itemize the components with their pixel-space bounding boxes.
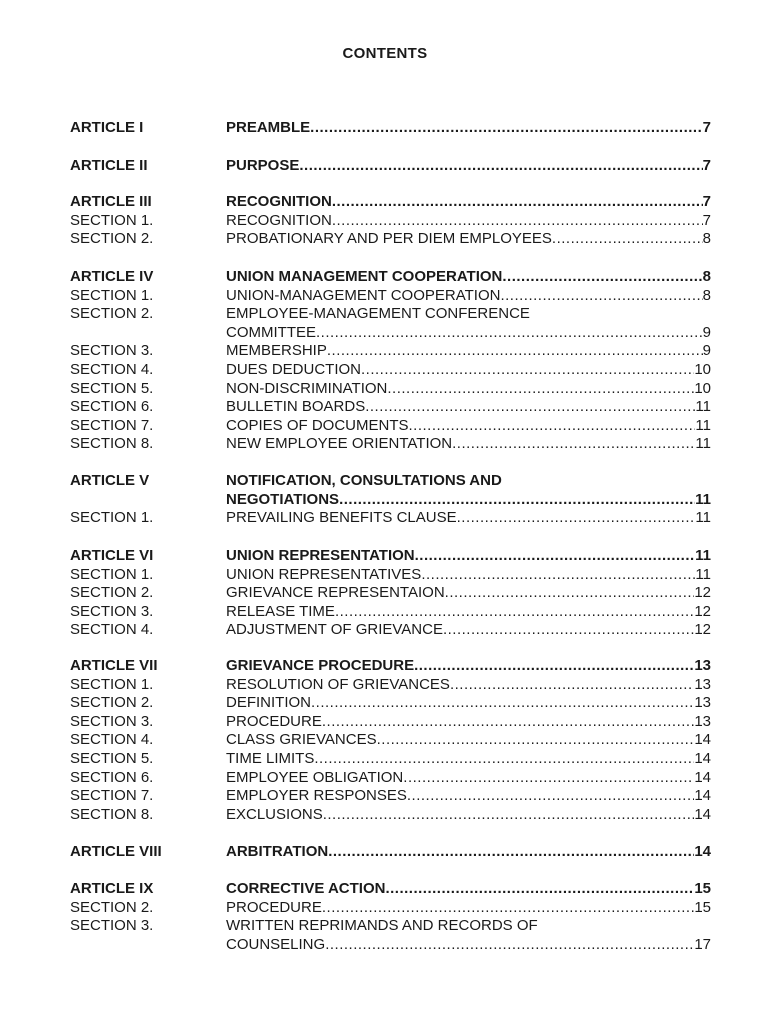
toc-label: SECTION 2.: [70, 584, 154, 602]
toc-title: UNION-MANAGEMENT COOPERATION: [226, 286, 501, 304]
toc-title-line: [226, 417, 711, 436]
toc-title-line: [226, 899, 711, 918]
dot-leader: [322, 899, 694, 918]
toc-label: ARTICLE VIII: [70, 843, 162, 860]
toc-row: [0, 750, 770, 769]
dot-leader: [339, 491, 695, 510]
toc-title: MEMBERSHIP: [226, 342, 327, 360]
toc-row: [0, 584, 770, 603]
toc-row: [0, 491, 770, 510]
toc-page-number: 7: [702, 157, 711, 174]
toc-title: RELEASE TIME: [226, 602, 335, 620]
dot-leader: [332, 193, 703, 212]
toc-row: [0, 212, 770, 231]
toc-page-number: 15: [694, 880, 711, 897]
toc-page-number: 13: [694, 675, 711, 693]
toc-title-line: [226, 380, 711, 399]
toc-title: UNION REPRESENTATIVES: [226, 565, 422, 583]
dot-leader: [328, 843, 694, 862]
toc-page-number: 12: [694, 602, 711, 620]
toc-page-number: 7: [702, 211, 711, 229]
toc-title-line: [226, 731, 711, 750]
dot-leader: [457, 509, 696, 528]
toc-title-line: [226, 193, 711, 212]
toc-entry: [0, 193, 770, 249]
toc-label: SECTION 1.: [70, 211, 154, 229]
dot-leader: [445, 584, 695, 603]
toc-title: EMPLOYER RESPONSES: [226, 787, 407, 805]
toc-title-line: [226, 324, 711, 343]
toc-page-number: 11: [695, 547, 711, 564]
toc-title-line: [226, 435, 711, 454]
toc-title-line: [226, 694, 711, 713]
toc-page-number: 7: [702, 193, 711, 210]
toc-title: BULLETIN BOARDS: [226, 398, 366, 416]
toc-row: [0, 380, 770, 399]
toc-entry: [0, 472, 770, 528]
toc-label: SECTION 2.: [70, 230, 154, 248]
toc-entry: [0, 880, 770, 954]
toc-title-line: [226, 806, 711, 825]
dot-leader: [323, 806, 695, 825]
toc-title-line: [226, 119, 711, 138]
toc-label: ARTICLE VI: [70, 547, 154, 564]
toc-title-line: [226, 566, 711, 585]
toc-label: SECTION 4.: [70, 731, 154, 749]
toc-page-number: 15: [694, 898, 711, 916]
toc-label: SECTION 4.: [70, 360, 154, 378]
toc-page-number: 10: [694, 379, 711, 397]
toc-title: PROCEDURE: [226, 712, 322, 730]
toc-label: SECTION 2.: [70, 305, 154, 323]
toc-label: SECTION 1.: [70, 565, 154, 583]
toc-title-line: [226, 936, 711, 955]
toc-row: [0, 287, 770, 306]
toc-row: [0, 119, 770, 138]
toc-title-line: [226, 287, 711, 306]
dot-leader: [407, 787, 694, 806]
toc-row: [0, 603, 770, 622]
toc-row: [0, 157, 770, 176]
dot-leader: [325, 936, 694, 955]
toc-page-number: 8: [702, 268, 711, 285]
toc-label: SECTION 1.: [70, 509, 154, 527]
toc-title: UNION REPRESENTATION: [226, 547, 415, 564]
toc-page-number: 12: [694, 584, 711, 602]
toc-title-line: [226, 547, 711, 566]
toc-title: PROBATIONARY AND PER DIEM EMPLOYEES: [226, 230, 552, 248]
page-title: CONTENTS: [342, 45, 428, 62]
toc-row: [0, 713, 770, 732]
dot-leader: [414, 657, 694, 676]
dot-leader: [322, 713, 694, 732]
toc-page-number: 11: [695, 416, 711, 434]
toc-row: [0, 769, 770, 788]
toc-title-line: [226, 621, 711, 640]
toc-entry: [0, 843, 770, 862]
toc-row: [0, 843, 770, 862]
toc-title-line: [226, 676, 711, 695]
toc-title-line: [226, 509, 711, 528]
toc-label: SECTION 8.: [70, 805, 154, 823]
toc-title: PROCEDURE: [226, 898, 322, 916]
toc-entry: [0, 157, 770, 176]
toc-title-line: [226, 584, 711, 603]
toc-page-number: 11: [695, 509, 711, 527]
toc-label: SECTION 1.: [70, 675, 154, 693]
toc-title: EXCLUSIONS: [226, 805, 323, 823]
dot-leader: [387, 380, 694, 399]
toc-title: RECOGNITION: [226, 211, 332, 229]
toc-page-number: 8: [702, 286, 711, 304]
toc-row: [0, 509, 770, 528]
toc-title-line: [226, 713, 711, 732]
toc-title: COMMITTEE: [226, 323, 316, 341]
toc-page-number: 11: [695, 565, 711, 583]
toc-row: [0, 417, 770, 436]
toc-title-line: [226, 769, 711, 788]
toc-title: PREAMBLE: [226, 119, 311, 136]
dot-leader: [403, 769, 694, 788]
toc-title: TIME LIMITS: [226, 749, 315, 767]
toc-label: SECTION 2.: [70, 898, 154, 916]
toc-title-line: [226, 917, 711, 936]
toc-page-number: 8: [702, 230, 711, 248]
toc-entry: [0, 547, 770, 640]
toc-title-line: [226, 398, 711, 417]
toc-title: EMPLOYEE OBLIGATION: [226, 768, 404, 786]
toc-label: SECTION 6.: [70, 768, 154, 786]
dot-leader: [327, 342, 703, 361]
toc-page-number: 14: [694, 749, 711, 767]
toc-row: [0, 342, 770, 361]
toc-title: WRITTEN REPRIMANDS AND RECORDS OF: [226, 917, 538, 935]
toc-label: ARTICLE I: [70, 119, 144, 136]
dot-leader: [421, 566, 695, 585]
dot-leader: [450, 676, 694, 695]
toc-title-line: [226, 305, 711, 324]
toc-label: ARTICLE IX: [70, 880, 154, 897]
toc-label: SECTION 5.: [70, 379, 154, 397]
toc-title: COPIES OF DOCUMENTS: [226, 416, 409, 434]
toc-row: [0, 324, 770, 343]
dot-leader: [335, 603, 694, 622]
dot-leader: [365, 398, 695, 417]
toc-title: ARBITRATION: [226, 843, 329, 860]
toc-label: ARTICLE VII: [70, 657, 158, 674]
toc-row: [0, 472, 770, 491]
dot-leader: [443, 621, 694, 640]
toc-page-number: 11: [695, 490, 711, 508]
toc-row: [0, 193, 770, 212]
toc-row: [0, 657, 770, 676]
toc-label: ARTICLE V: [70, 472, 150, 489]
dot-leader: [316, 324, 703, 343]
toc-label: SECTION 3.: [70, 602, 154, 620]
toc-page-number: 13: [694, 712, 711, 730]
toc-page-number: 12: [694, 621, 711, 639]
toc-label: SECTION 4.: [70, 621, 154, 639]
toc-page-number: 14: [694, 805, 711, 823]
toc-title: UNION MANAGEMENT COOPERATION: [226, 268, 503, 285]
toc-title: DEFINITION: [226, 694, 311, 712]
toc-title-line: [226, 787, 711, 806]
toc-page-number: 9: [702, 323, 711, 341]
toc-row: [0, 435, 770, 454]
toc-row: [0, 676, 770, 695]
dot-leader: [452, 435, 695, 454]
toc-title-line: [226, 230, 711, 249]
toc-page-number: 17: [694, 935, 711, 953]
toc-row: [0, 787, 770, 806]
toc-row: [0, 305, 770, 324]
toc-title-line: [226, 750, 711, 769]
toc-row: [0, 361, 770, 380]
toc-label: SECTION 7.: [70, 787, 154, 805]
toc-entry: [0, 268, 770, 454]
dot-leader: [311, 694, 694, 713]
toc-title-line: [226, 657, 711, 676]
toc-title-line: [226, 361, 711, 380]
toc-title: EMPLOYEE-MANAGEMENT CONFERENCE: [226, 305, 530, 323]
toc-title-line: [226, 880, 711, 899]
toc-title-line: [226, 472, 711, 491]
dot-leader: [361, 361, 694, 380]
toc-page-number: 10: [694, 360, 711, 378]
toc-row: [0, 731, 770, 750]
dot-leader: [415, 547, 696, 566]
dot-leader: [314, 750, 694, 769]
toc-page-number: 13: [694, 657, 711, 674]
toc-label: SECTION 6.: [70, 398, 154, 416]
toc-row: [0, 230, 770, 249]
toc-entry: [0, 119, 770, 138]
toc-title: PREVAILING BENEFITS CLAUSE: [226, 509, 457, 527]
toc-row: [0, 398, 770, 417]
toc-page-number: 14: [694, 768, 711, 786]
dot-leader: [409, 417, 696, 436]
toc-page-number: 7: [702, 119, 711, 136]
dot-leader: [377, 731, 695, 750]
toc-title: ADJUSTMENT OF GRIEVANCE: [226, 621, 443, 639]
toc-title: NEGOTIATIONS: [226, 490, 340, 508]
toc-label: ARTICLE II: [70, 157, 148, 174]
dot-leader: [500, 287, 702, 306]
dot-leader: [385, 880, 694, 899]
toc-label: SECTION 3.: [70, 342, 154, 360]
toc-title: COUNSELING: [226, 935, 326, 953]
toc-title: RECOGNITION: [226, 193, 332, 210]
toc-entry: [0, 657, 770, 824]
toc-title: GRIEVANCE PROCEDURE: [226, 657, 415, 674]
toc-title-line: [226, 843, 711, 862]
toc-row: [0, 880, 770, 899]
toc-label: SECTION 3.: [70, 917, 154, 935]
toc-page-number: 9: [702, 342, 711, 360]
toc-row: [0, 621, 770, 640]
toc-title-line: [226, 212, 711, 231]
toc-title: DUES DEDUCTION: [226, 360, 362, 378]
toc-page-number: 11: [695, 435, 711, 453]
toc-title: NON-DISCRIMINATION: [226, 379, 388, 397]
toc-title-line: [226, 603, 711, 622]
toc-title: NOTIFICATION, CONSULTATIONS AND: [226, 472, 502, 489]
toc-title-line: [226, 342, 711, 361]
toc-label: SECTION 2.: [70, 694, 154, 712]
dot-leader: [299, 157, 702, 176]
toc-label: SECTION 5.: [70, 749, 154, 767]
toc-row: [0, 694, 770, 713]
dot-leader: [332, 212, 703, 231]
toc-title-line: [226, 268, 711, 287]
toc-title: RESOLUTION OF GRIEVANCES: [226, 675, 450, 693]
toc-title: CLASS GRIEVANCES: [226, 731, 377, 749]
toc-row: [0, 268, 770, 287]
toc-row: [0, 547, 770, 566]
toc-label: SECTION 7.: [70, 416, 154, 434]
toc-label: ARTICLE III: [70, 193, 152, 210]
dot-leader: [502, 268, 702, 287]
toc-row: [0, 917, 770, 936]
dot-leader: [310, 119, 702, 138]
toc-title: GRIEVANCE REPRESENTAION: [226, 584, 445, 602]
toc-title: CORRECTIVE ACTION: [226, 880, 386, 897]
toc-label: SECTION 1.: [70, 286, 154, 304]
toc-page-number: 14: [694, 731, 711, 749]
toc-row: [0, 899, 770, 918]
dot-leader: [552, 230, 703, 249]
toc-page-number: 14: [694, 787, 711, 805]
toc-label: ARTICLE IV: [70, 268, 154, 285]
toc-row: [0, 936, 770, 955]
toc-title: NEW EMPLOYEE ORIENTATION: [226, 435, 453, 453]
toc-label: SECTION 8.: [70, 435, 154, 453]
toc-row: [0, 806, 770, 825]
toc-page-number: 13: [694, 694, 711, 712]
toc-page-number: 14: [694, 843, 711, 860]
toc-title-line: [226, 157, 711, 176]
toc-page-number: 11: [695, 398, 711, 416]
toc-row: [0, 566, 770, 585]
toc-title-line: [226, 491, 711, 510]
toc-label: SECTION 3.: [70, 712, 154, 730]
toc-title: PURPOSE: [226, 157, 300, 174]
